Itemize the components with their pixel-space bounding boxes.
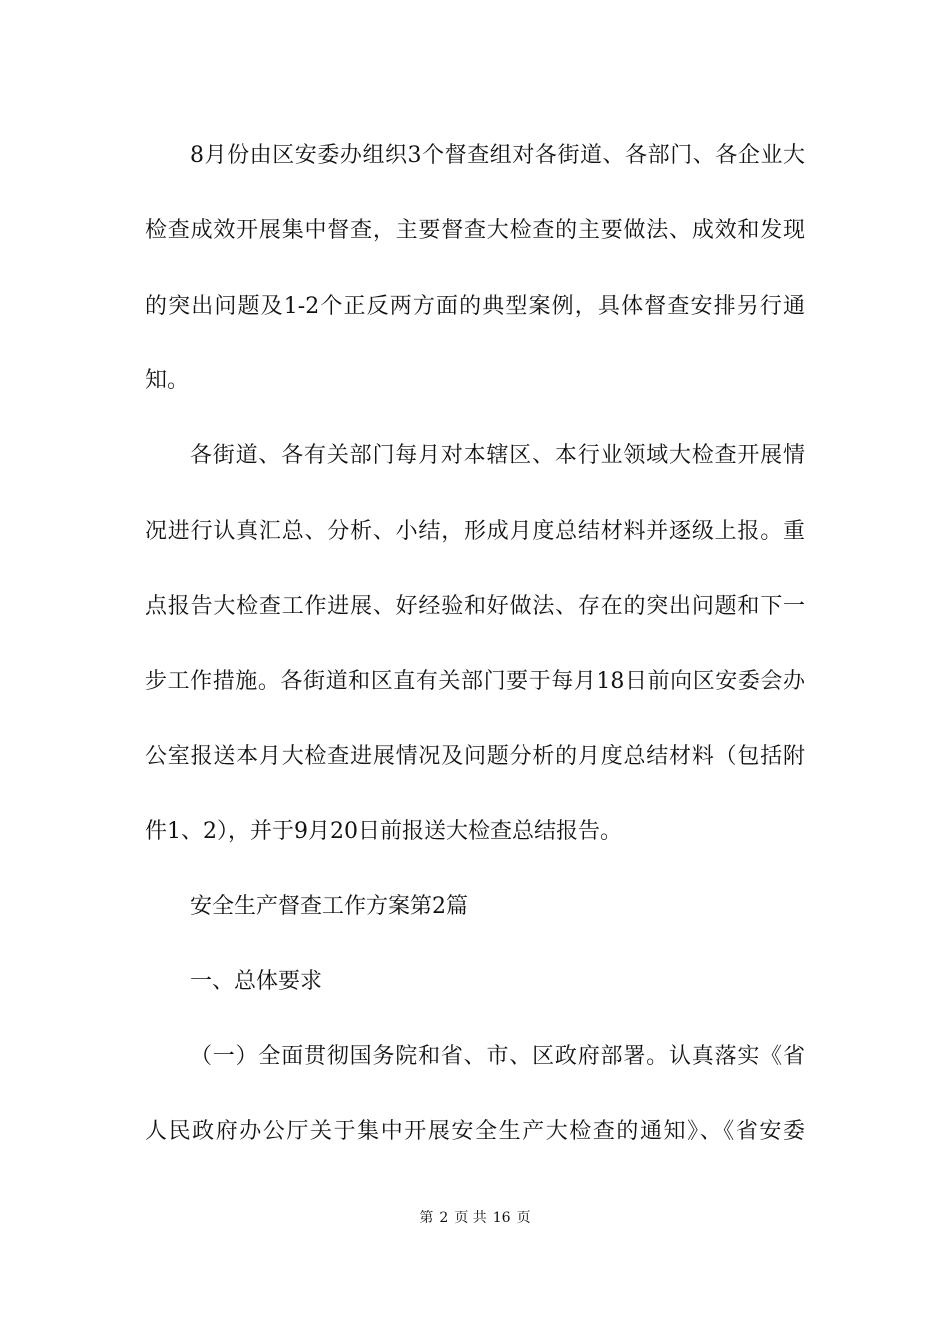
page-footer xyxy=(0,1208,950,1228)
paragraph-2-line-1: 各街道、各有关部门每月对本辖区、本行业领域大检查开展情 xyxy=(190,443,805,468)
paragraph-3-line-1: （一）全面贯彻国务院和省、市、区政府部署。认真落实《省 xyxy=(190,1044,805,1069)
footer-page-number: 2 xyxy=(439,1210,449,1226)
paragraph-2-line-2: 况进行认真汇总、分析、小结，形成月度总结材料并逐级上报。重 xyxy=(145,519,805,544)
footer-middle: 页 共 xyxy=(454,1210,487,1226)
paragraph-2-line-3: 点报告大检查工作进展、好经验和好做法、存在的突出问题和下一 xyxy=(145,594,805,619)
paragraph-1-line-4: 知。 xyxy=(145,368,190,393)
footer-prefix: 第 xyxy=(419,1210,434,1226)
paragraph-1-line-2: 检查成效开展集中督查，主要督查大检查的主要做法、成效和发现 xyxy=(145,218,805,243)
heading-general-requirements: 一、总体要求 xyxy=(190,969,323,994)
paragraph-3-line-2: 人民政府办公厅关于集中开展安全生产大检查的通知》、《省安委 xyxy=(145,1119,805,1144)
paragraph-2-line-4: 步工作措施。各街道和区直有关部门要于每月18日前向区安委会办 xyxy=(145,669,805,694)
paragraph-2-line-6: 件1、2），并于9月20日前报送大检查总结报告。 xyxy=(145,819,622,844)
paragraph-1-line-1: 8月份由区安委办组织3个督查组对各街道、各部门、各企业大 xyxy=(190,143,805,168)
section-title: 安全生产督查工作方案第2篇 xyxy=(190,894,468,919)
footer-total-pages: 16 xyxy=(492,1210,511,1226)
footer-suffix: 页 xyxy=(516,1210,531,1226)
paragraph-2-line-5: 公室报送本月大检查进展情况及问题分析的月度总结材料（包括附 xyxy=(145,744,805,769)
paragraph-1-line-3: 的突出问题及1-2个正反两方面的典型案例，具体督查安排另行通 xyxy=(145,294,805,319)
